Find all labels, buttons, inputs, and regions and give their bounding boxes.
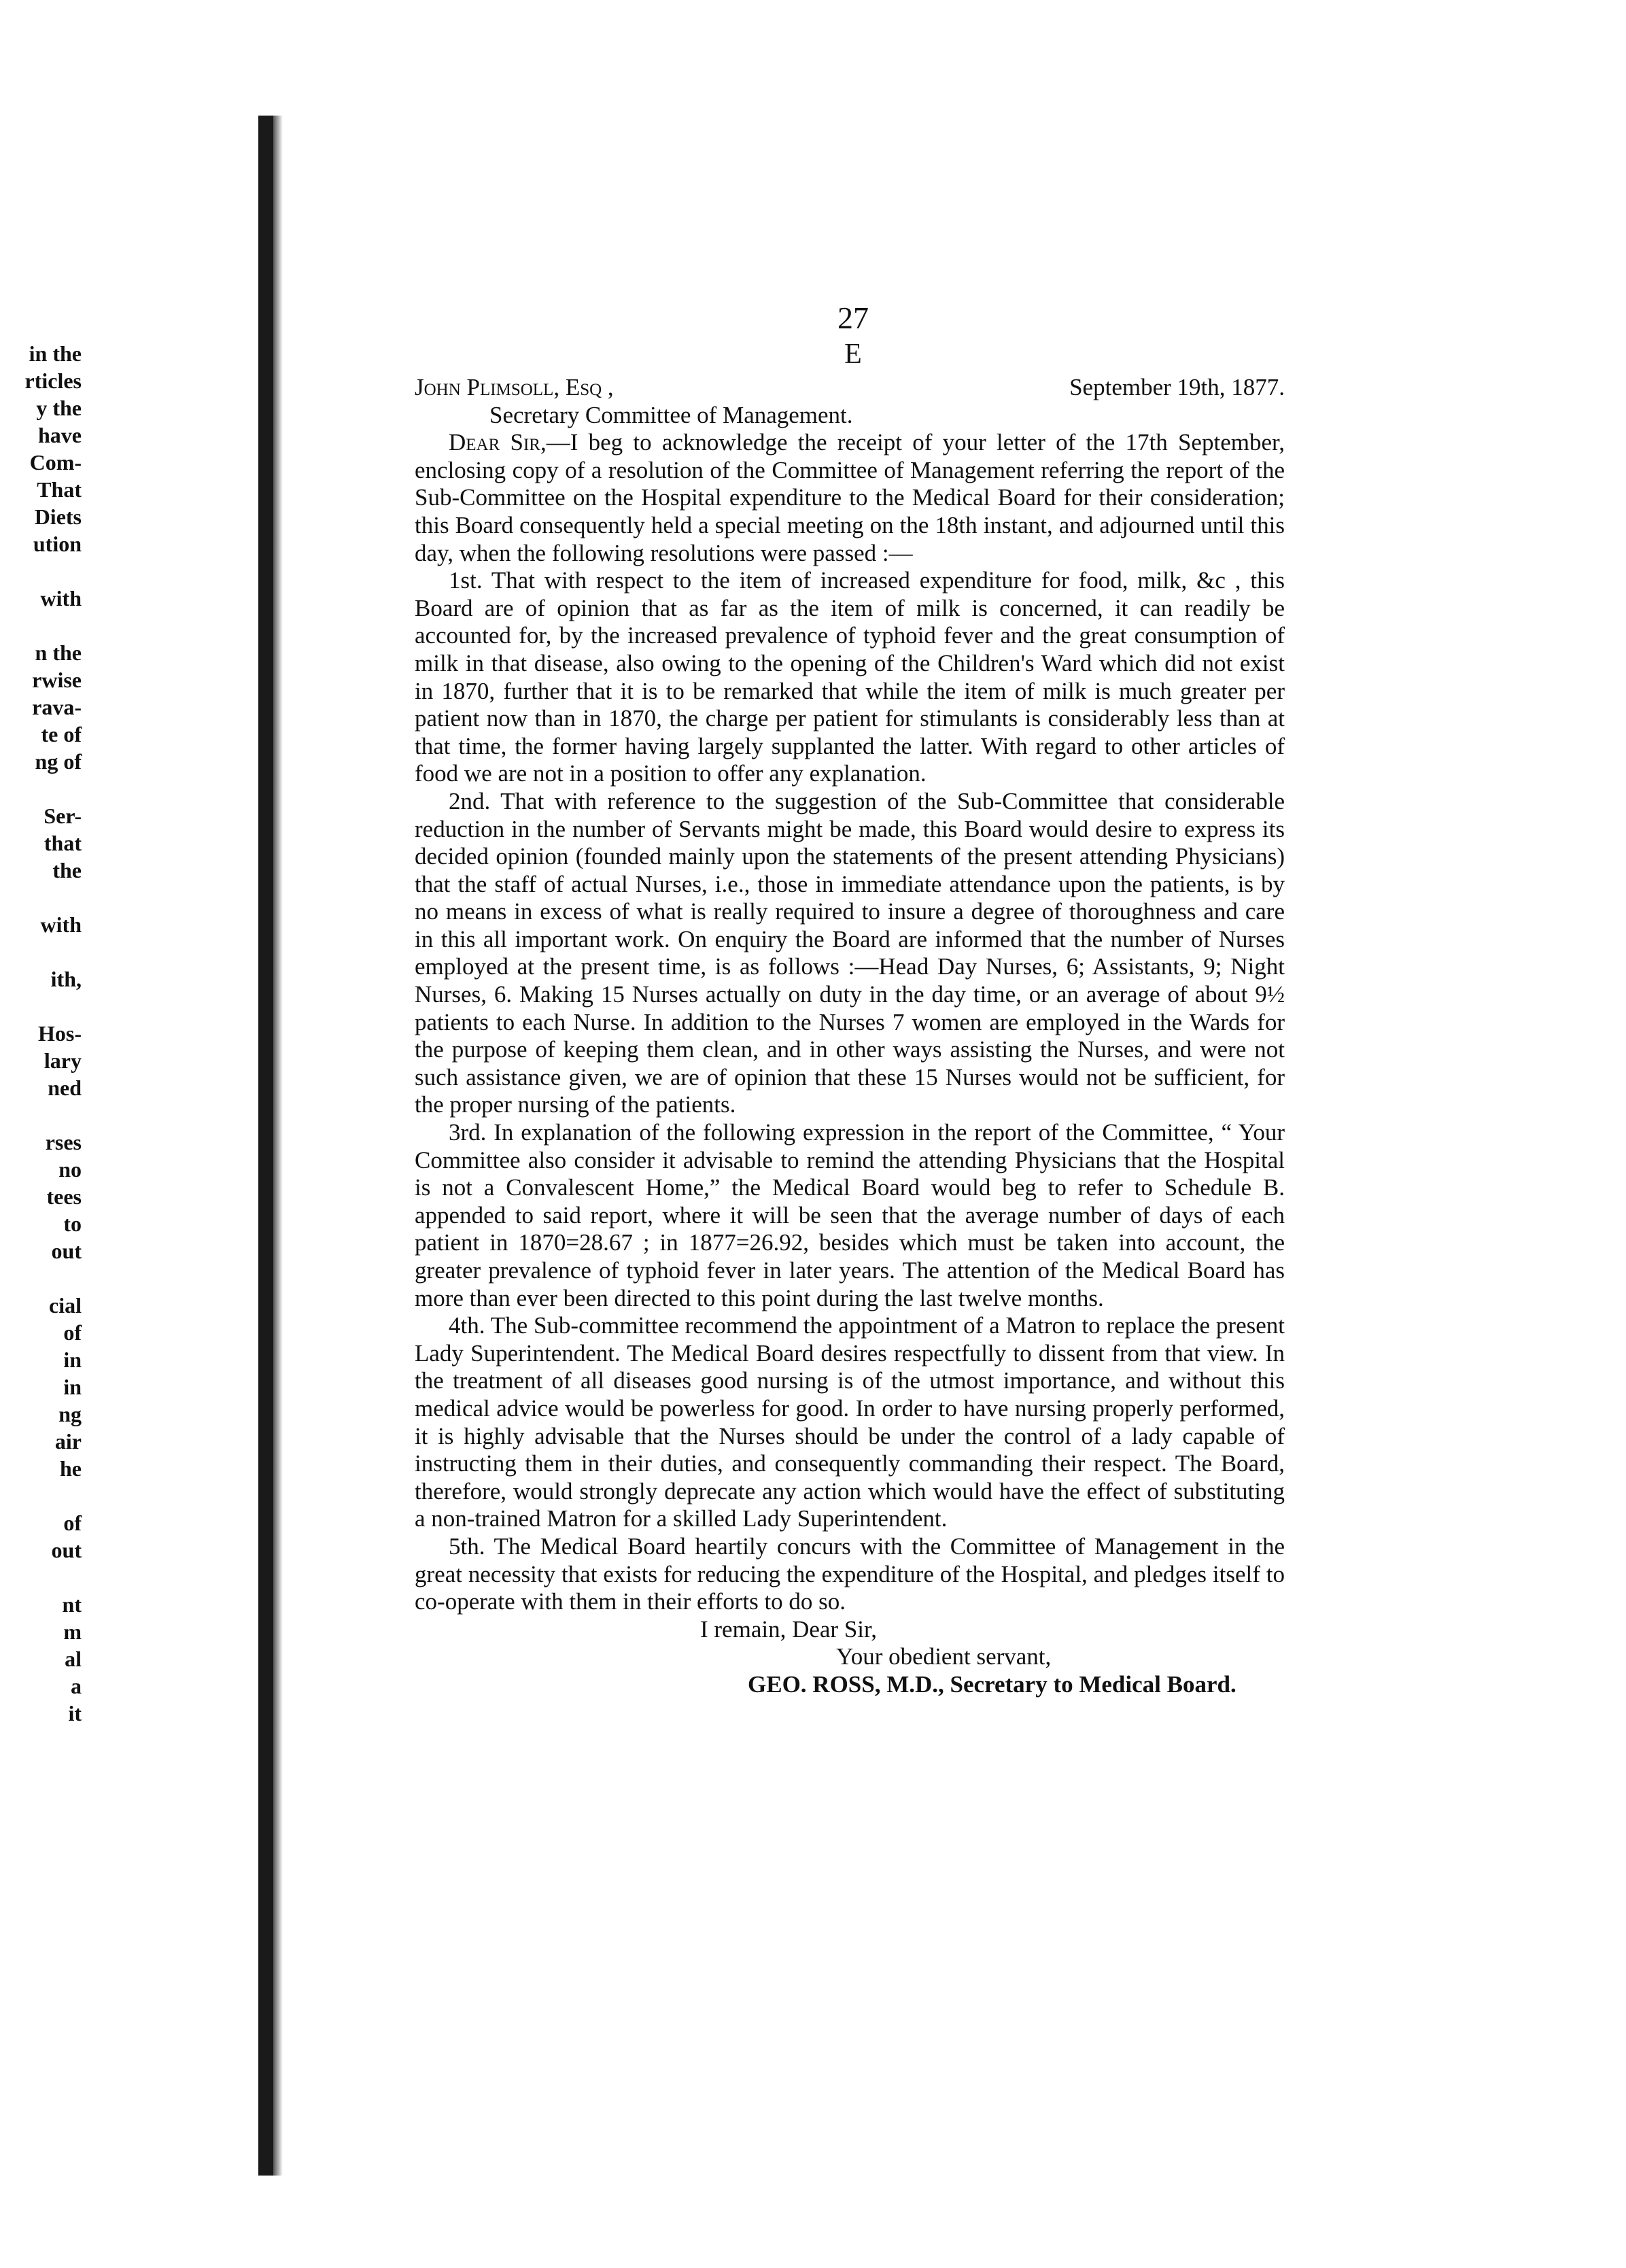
left-fragment-line: rses (45, 1130, 82, 1154)
left-fragment-line (0, 993, 82, 1020)
left-fragment-line: in (63, 1347, 82, 1372)
appendix-letter: E (844, 339, 862, 370)
left-fragment-line: cial (49, 1293, 82, 1318)
left-fragment-line: of (63, 1320, 82, 1345)
paragraph-intro (367, 429, 1319, 567)
left-fragment-line: m (63, 1619, 82, 1644)
left-fragment-line: Diets (34, 504, 82, 529)
left-fragment-line (0, 1482, 82, 1509)
adjacent-page-margin (0, 0, 266, 2268)
left-fragment-line: air (54, 1429, 82, 1454)
left-fragment-line: he (60, 1456, 82, 1481)
left-fragment-line: of (63, 1511, 82, 1535)
left-fragment-line: with (40, 912, 82, 937)
paragraph-1st: 1st. That with respect to the item of increased expenditure for food, milk, &c , this Board are of opinion that as far as the item of milk is concerned, it can readily be accounted for, by the increased prevalence of typhoid fever and the great consumption of milk in that disease, also owing to the opening of the Children's Ward which did not exist in 1870, further that it is to be remarked that while the item of milk is much greater per patient now than in 1870, the charge per patient for stimulants is considerably less than at that time, the former having largely supplanted the latter. With regard to other articles of food we are not in a position to offer any explanation. (415, 567, 1285, 787)
left-fragment-line: tees (46, 1184, 82, 1209)
closing-remain: I remain, Dear Sir, (700, 1615, 878, 1643)
paragraph-5th: 5th. The Medical Board heartily concurs with the Committee of Management in the great necessity that exists for reducing the expenditure of the Hospital, and pledges itself to co-operate with them in their efforts to do so. (415, 1532, 1285, 1615)
left-fragment-line: rwise (32, 668, 82, 692)
paragraph-3rd: 3rd. In explanation of the following expression in the report of the Committee, “ Your Committee also consider it advisable to remind the attending Physicians that the Hospital is not a Convalescent Home,” the Medical Board would beg to refer to Schedule B. appended to said report, where it will be seen that the average number of days of each patient in 1870=28.67 ; in 1877=26.92, besides which must be taken into account, the greater prevalence of typhoid fever in later years. The attention of the Medical Board has more than ever been directed to this point during the last twelve months. (415, 1119, 1285, 1311)
letter-header (367, 374, 1319, 402)
paragraph-4th: 4th. The Sub-committee recommend the appointment of a Matron to replace the present Lady Superintendent. The Medical Board desires respectfully to dissent from that view. In the treatment of all diseases good nursing is of the utmost importance, and without this medical advice would be powerless for good. In order to have nursing properly performed, it is highly advisable that the Nurses should be under the control of a lady capable of instructing them in their duties, and consequently commanding their respect. The Board, therefore, would strongly deprecate any action which would have the effect of substituting a non-trained Matron for a skilled Lady Superintendent. (415, 1312, 1285, 1532)
left-fragment-line: ned (48, 1076, 82, 1100)
left-fragment-line (0, 612, 82, 639)
left-fragment-line (0, 1265, 82, 1292)
paragraph-intro-text: —I beg to acknowledge the receipt of your letter of the 17th September, enclosing copy of a resolution of the Committee of Management referring the report of the Sub-Committee on the Hospital expenditure to the Medical Board for their consideration; this Board consequently held a special meeting on the 18th instant, and adjourned until this day, when the following resolutions were passed :— (415, 429, 1285, 566)
left-fragment-line: Ser- (44, 804, 82, 828)
left-fragment-line: ng of (35, 749, 82, 774)
left-fragment-line: nt (62, 1592, 82, 1617)
salutation: Dear Sir, (449, 429, 547, 456)
left-fragment-line: in (63, 1375, 82, 1399)
left-fragment-line: out (51, 1239, 82, 1263)
left-fragment-line: al (65, 1647, 82, 1671)
left-fragment-line: That (37, 477, 82, 502)
left-fragment-line: it (68, 1701, 82, 1725)
left-fragment-line (0, 938, 82, 965)
left-fragment-line: n the (35, 640, 82, 665)
left-fragment-line: have (38, 423, 82, 447)
left-fragment-line (0, 884, 82, 911)
left-fragment-line: Com- (29, 450, 82, 475)
left-fragment-line: rava- (32, 695, 82, 719)
letter-closing (367, 1616, 1319, 1699)
left-fragment-line (0, 1564, 82, 1591)
left-fragment-line: y the (36, 396, 82, 420)
closing-servant: Your obedient servant, (836, 1643, 1052, 1670)
left-fragment-line: that (44, 831, 82, 855)
left-fragment-line: to (63, 1212, 82, 1236)
gutter-shadow (273, 116, 283, 2176)
document-page (367, 299, 1319, 1699)
left-fragment-line: out (51, 1538, 82, 1562)
left-fragment-line: with (40, 586, 82, 611)
left-fragment-line: rticles (24, 368, 82, 393)
left-fragment-line: no (58, 1157, 82, 1182)
left-fragment-line: ith, (50, 967, 82, 991)
book-gutter (258, 116, 273, 2176)
left-fragment-line: ng (58, 1402, 82, 1426)
left-fragment-line: a (71, 1674, 82, 1698)
left-fragment-line: in the (29, 341, 82, 366)
left-fragment-line: the (52, 858, 82, 882)
left-fragment-line (0, 775, 82, 802)
addressee: John Plimsoll, Esq , (415, 374, 614, 400)
left-fragment-line: te of (41, 722, 82, 746)
left-fragment-line (0, 557, 82, 585)
left-fragment-line: ution (33, 532, 82, 556)
adjacent-page-fragments (0, 340, 82, 1727)
left-fragment-line (0, 1101, 82, 1129)
page-number: 27 (837, 300, 869, 335)
paragraph-2nd: 2nd. That with reference to the suggestion of the Sub-Committee that considerable reduction in the number of Servants might be made, this Board would desire to express its decided opinion (founded mainly upon the statements of the present attending Physicians) that the staff of actual Nurses, i.e., those in immediate attendance upon the patients, is by no means in excess of what is really required to insure a degree of thoroughness and care in this all important work. On enquiry the Board are informed that the number of Nurses employed at the present time, is as follows :—Head Day Nurses, 6; Assistants, 9; Night Nurses, 6. Making 15 Nurses actually on duty in the day time, or an average of about 9½ patients to each Nurse. In addition to the Nurses 7 women are employed in the Wards for the purpose of keeping them clean, and in other ways assisting the Nurses, and were not such assistance given, we are of opinion that these 15 Nurses would not be sufficient, for the proper nursing of the patients. (415, 787, 1285, 1118)
left-fragment-line: Hos- (38, 1021, 82, 1046)
letter-date: September 19th, 1877. (1069, 374, 1285, 400)
left-fragment-line: lary (44, 1048, 82, 1073)
signature: GEO. ROSS, M.D., Secretary to Medical Board. (748, 1670, 1236, 1698)
addressee-title: Secretary Committee of Management. (489, 401, 853, 428)
